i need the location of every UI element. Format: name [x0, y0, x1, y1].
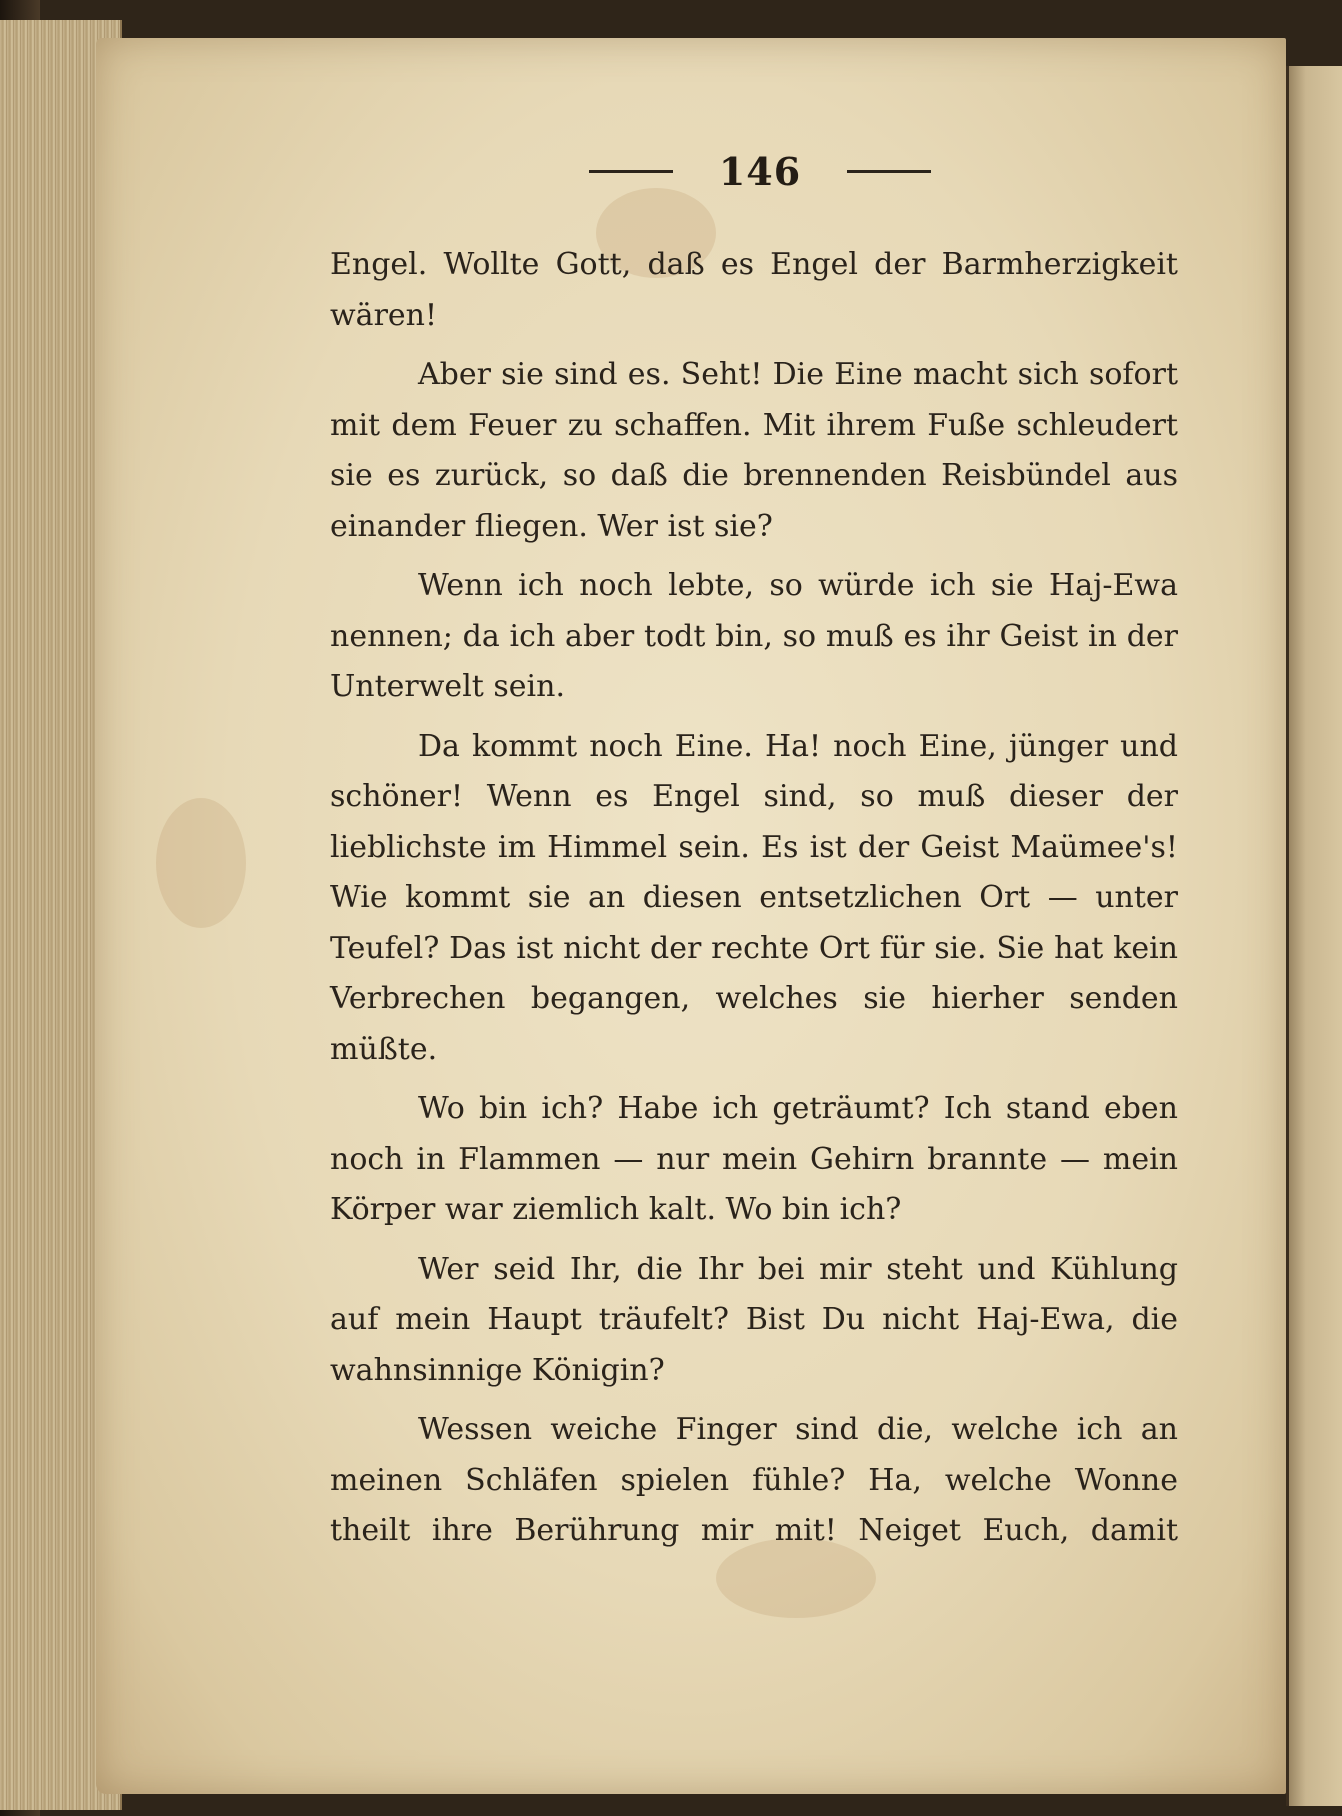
running-head: [580, 146, 940, 196]
paragraph: Wer seid Ihr, die Ihr bei mir steht und Kühlung auf mein Haupt träufelt? Bist Du nicht Haj-Ewa, die wahnsinnige Königin?: [330, 1251, 1178, 1388]
paragraph: Engel. Wollte Gott, daß es Engel der Barmherzigkeit wären!: [330, 247, 1178, 333]
paragraph: Wenn ich noch lebte, so würde ich sie Haj-Ewa nennen; da ich aber todt bin, so muß es ihr Geist in der Unterwelt sein.: [330, 568, 1178, 704]
head-rule-left: [589, 170, 673, 173]
paragraph: Wessen weiche Finger sind die, welche ich an meinen Schläfen spielen fühle? Ha, welche Wonne theilt ihre Berührung mir mit! Neiget Euch, damit: [330, 1412, 1178, 1548]
head-rule-right: [847, 170, 931, 173]
paragraph: Da kommt noch Eine. Ha! noch Eine, jünger und schöner! Wenn es Engel sind, so muß dieser der lieblichste im Himmel sein. Es ist der Geist Maümee's! Wie kommt sie an diesen entsetzlichen Ort — unter Teufel? Das ist nicht der rechte Ort für sie. Sie hat kein Verbrechen begangen, welches sie hierher senden müßte.: [330, 728, 1178, 1067]
page-number: 146: [718, 148, 802, 194]
paper-stain: [156, 798, 246, 928]
body-text: [330, 240, 1178, 1566]
paragraph: Aber sie sind es. Seht! Die Eine macht sich sofort mit dem Feuer zu schaffen. Mit ihrem Fuße schleudert sie es zurück, so daß die brennenden Reisbündel aus einander fliegen. Wer ist sie?: [330, 357, 1178, 544]
facing-page-edge: [1286, 66, 1342, 1806]
paragraph: Wo bin ich? Habe ich geträumt? Ich stand eben noch in Flammen — nur mein Gehirn brannte — mein Körper war ziemlich kalt. Wo bin ich?: [330, 1091, 1178, 1227]
